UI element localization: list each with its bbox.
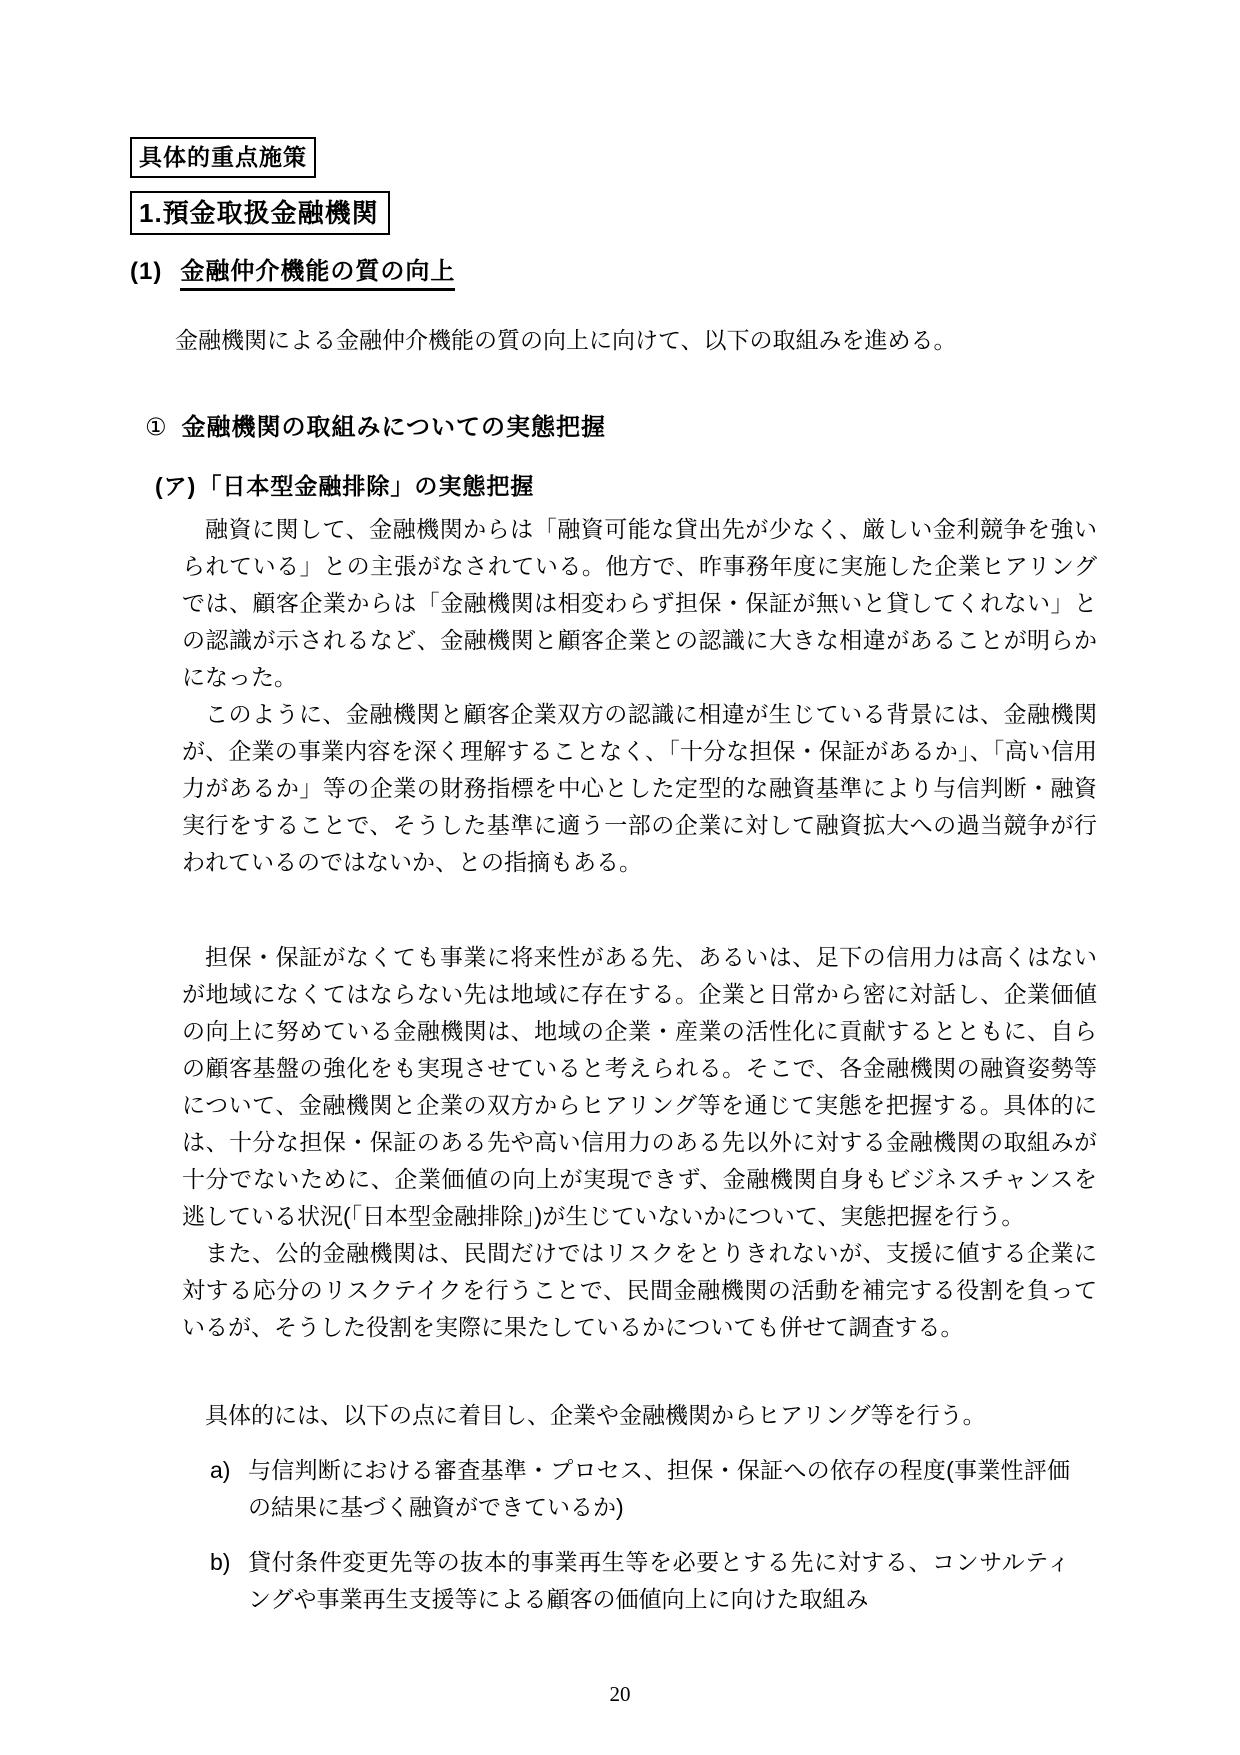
heading-circled-1-title: 金融機関の取組みについての実態把握 bbox=[181, 413, 607, 441]
heading-1-1-title: 金融仲介機能の質の向上 bbox=[180, 258, 455, 291]
list-item-a-text: 与信判断における審査基準・プロセス、担保・保証への依存の程度(事業性評価の結果に基づく融資ができているか) bbox=[248, 1456, 1070, 1520]
heading-circled-1-marker: ① bbox=[145, 413, 168, 441]
page-number: 20 bbox=[609, 1682, 631, 1706]
list-item-b-text: 貸付条件変更先等の抜本的事業再生等を必要とする先に対する、コンサルティングや事業再生支援等による顧客の価値向上に向けた取組み bbox=[248, 1548, 1070, 1612]
heading-kana-a-label: (ア) bbox=[155, 472, 197, 499]
boxed-heading-section-1: 1.預金取扱金融機関 bbox=[130, 191, 390, 235]
hearing-points-list bbox=[182, 1452, 1097, 1618]
heading-1-1 bbox=[130, 251, 1125, 286]
boxed-heading-main: 具体的重点施策 bbox=[130, 137, 316, 178]
heading-1-1-label: (1) bbox=[130, 257, 163, 285]
list-item-b bbox=[210, 1544, 1070, 1618]
body-paragraph-1: 融資に関して、金融機関からは「融資可能な貸出先が少なく、厳しい金利競争を強いられている」との主張がなされている。他方で、昨事務年度に実施した企業ヒアリングでは、顧客企業からは「金融機関は相変わらず担保・保証が無いと貸してくれない」との認識が示されるなど、金融機関と顧客企業との認識に大きな相違があることが明らかになった。 bbox=[182, 515, 1098, 690]
list-item-b-marker: b) bbox=[210, 1548, 231, 1575]
list-item-a-marker: a) bbox=[210, 1456, 231, 1483]
body-text-block bbox=[182, 511, 1097, 1618]
intro-paragraph: 金融機関による金融仲介機能の質の向上に向けて、以下の取組みを進める。 bbox=[175, 326, 957, 353]
body-paragraph-2: このように、金融機関と顧客企業双方の認識に相違が生じている背景には、金融機関が、企業の事業内容を深く理解することなく、「十分な担保・保証があるか」、「高い信用力があるか」等の企業の財務指標を中心とした定型的な融資基準により与信判断・融資実行をすることで、そうした基準に適う一部の企業に対して融資拡大への過当競争が行われているのではないか、との指摘もある。 bbox=[182, 700, 1097, 875]
list-item-a bbox=[210, 1452, 1070, 1526]
lead-paragraph: 具体的には、以下の点に着目し、企業や金融機関からヒアリング等を行う。 bbox=[205, 1401, 986, 1428]
heading-kana-a bbox=[155, 468, 1125, 501]
heading-kana-a-title: 「日本型金融排除」の実態把握 bbox=[198, 472, 535, 499]
heading-circled-1 bbox=[145, 407, 1125, 442]
body-paragraph-4: また、公的金融機関は、民間だけではリスクをとりきれないが、支援に値する企業に対する応分のリスクテイクを行うことで、民間金融機関の活動を補完する役割を負っているが、そうした役割を実際に果たしているかについても併せて調査する。 bbox=[182, 1239, 1097, 1340]
body-paragraph-3: 担保・保証がなくても事業に将来性がある先、あるいは、足下の信用力は高くはないが地域になくてはならない先は地域に存在する。企業と日常から密に対話し、企業価値の向上に努めている金融機関は、地域の企業・産業の活性化に貢献するとともに、自らの顧客基盤の強化をも実現させていると考えられる。そこで、各金融機関の融資姿勢等について、金融機関と企業の双方からヒアリング等を通じて実態を把握する。具体的には、十分な担保・保証のある先や高い信用力のある先以外に対する金融機関の取組みが十分でないために、企業価値の向上が実現できず、金融機関自身もビジネスチャンスを逃している状況(「日本型金融排除」)が生じていないかについて、実態把握を行う。 bbox=[182, 943, 1098, 1229]
